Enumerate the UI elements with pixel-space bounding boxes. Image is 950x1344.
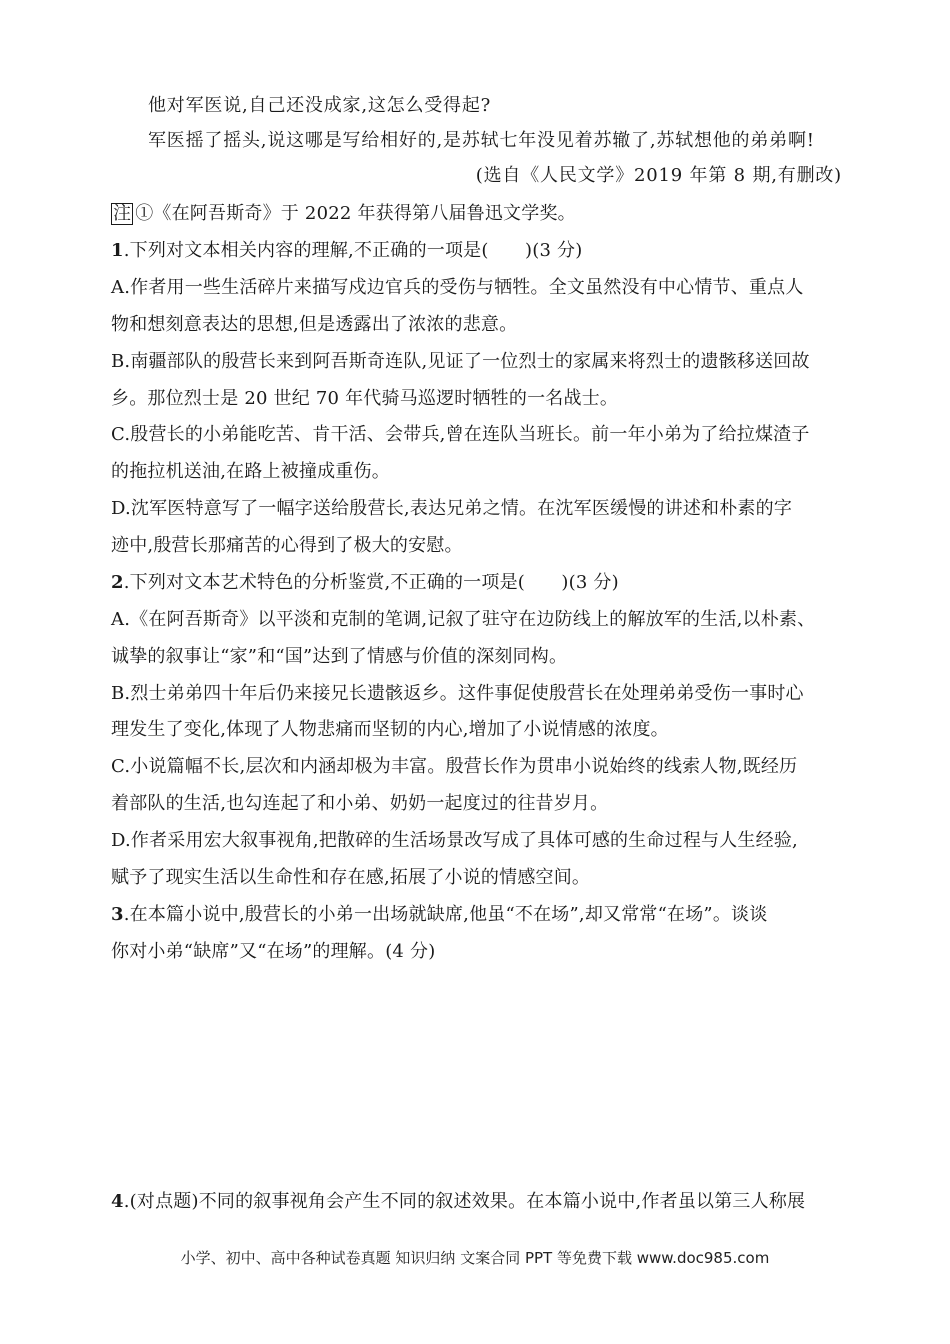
q2-option-a: A.《在阿吾斯奇》以平淡和克制的笔调,记叙了驻守在边防线上的解放军的生活,以朴素、: [111, 609, 816, 630]
passage-line: 军医摇了摇头,说这哪是写给相好的,是苏轼七年没见着苏辙了,苏轼想他的弟弟啊!: [148, 130, 815, 151]
q1-option-c-cont: 的拖拉机送油,在路上被撞成重伤。: [111, 461, 390, 482]
q2-option-a-cont: 诚挚的叙事让“家”和“国”达到了情感与价值的深刻同构。: [111, 646, 568, 667]
question-2-stem: [111, 571, 843, 595]
question-number: 3: [111, 904, 124, 925]
question-text: .(对点题)不同的叙事视角会产生不同的叙述效果。在本篇小说中,作者虽以第三人称展: [123, 1191, 806, 1212]
question-text: .在本篇小说中,殷营长的小弟一出场就缺席,他虽“不在场”,却又常常“在场”。谈谈: [123, 904, 768, 925]
q1-option-a-cont: 物和想刻意表达的思想,但是透露出了浓浓的悲意。: [111, 314, 518, 335]
question-number: 4: [111, 1191, 124, 1212]
q2-option-b-cont: 理发生了变化,体现了人物悲痛而坚韧的内心,增加了小说情感的浓度。: [111, 719, 669, 740]
q1-option-a: A.作者用一些生活碎片来描写戍边官兵的受伤与牺牲。全文虽然没有中心情节、重点人: [111, 277, 804, 298]
passage-line: 他对军医说,自己还没成家,这怎么受得起?: [148, 95, 492, 116]
q2-option-c-cont: 着部队的生活,也勾连起了和小弟、奶奶一起度过的往昔岁月。: [111, 793, 609, 814]
question-3-cont: 你对小弟“缺席”又“在场”的理解。(4 分): [111, 941, 436, 962]
note-label: 注: [113, 203, 132, 224]
note: [111, 202, 843, 226]
question-number: 2: [111, 572, 124, 593]
q1-option-d-cont: 迹中,殷营长那痛苦的心得到了极大的安慰。: [111, 535, 463, 556]
q2-option-c: C.小说篇幅不长,层次和内涵却极为丰富。殷营长作为贯串小说始终的线索人物,既经历: [111, 756, 798, 777]
q1-option-b-cont: 乡。那位烈士是 20 世纪 70 年代骑马巡逻时牺牲的一名战士。: [111, 388, 619, 409]
page-footer: 小学、初中、高中各种试卷真题 知识归纳 文案合同 PPT 等免费下载 www.doc985.com: [180, 1249, 770, 1267]
q2-option-d: D.作者采用宏大叙事视角,把散碎的生活场景改写成了具体可感的生命过程与人生经验,: [111, 830, 798, 851]
question-4-stem: [111, 1190, 843, 1214]
question-text: .下列对文本艺术特色的分析鉴赏,不正确的一项是( )(3 分): [123, 572, 619, 593]
question-number: 1: [111, 240, 124, 261]
q1-option-d: D.沈军医特意写了一幅字送给殷营长,表达兄弟之情。在沈军医缓慢的讲述和朴素的字: [111, 498, 793, 519]
q1-option-b: B.南疆部队的殷营长来到阿吾斯奇连队,见证了一位烈士的家属来将烈士的遗骸移送回故: [111, 351, 810, 372]
q2-option-b: B.烈士弟弟四十年后仍来接兄长遗骸返乡。这件事促使殷营长在处理弟弟受伤一事时心: [111, 683, 804, 704]
question-text: .下列对文本相关内容的理解,不正确的一项是( )(3 分): [123, 240, 583, 261]
q1-option-c: C.殷营长的小弟能吃苦、肯干活、会带兵,曾在连队当班长。前一年小弟为了给拉煤渣子: [111, 424, 810, 445]
question-1-stem: [111, 239, 843, 263]
note-text: ①《在阿吾斯奇》于 2022 年获得第八届鲁迅文学奖。: [135, 203, 576, 224]
q2-option-d-cont: 赋予了现实生活以生命性和存在感,拓展了小说的情感空间。: [111, 867, 591, 888]
question-3-stem: [111, 903, 843, 927]
passage-source: (选自《人民文学》2019 年第 8 期,有删改): [475, 165, 842, 186]
